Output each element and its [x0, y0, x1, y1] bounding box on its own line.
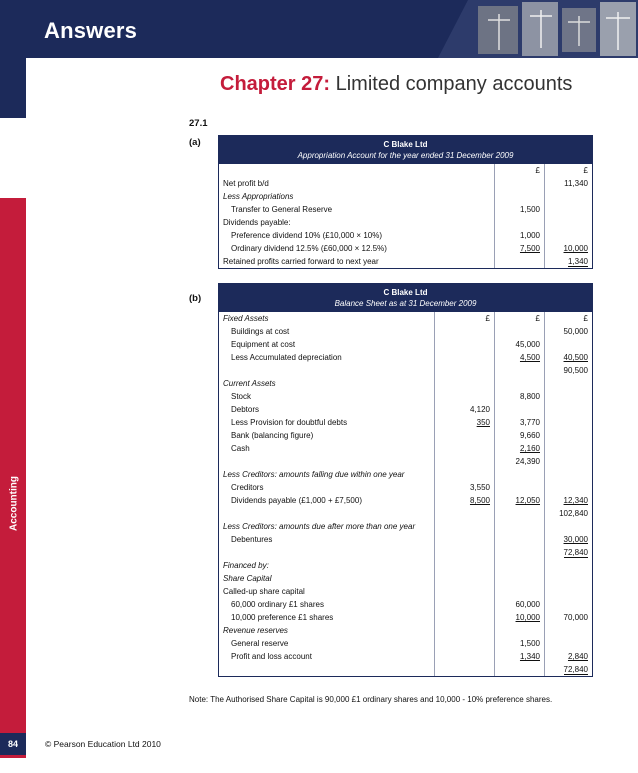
- table-row: Creditors 3,550: [219, 481, 592, 494]
- table-row: Ordinary dividend 12.5% (£60,000 × 12.5%) 7,500 10,000: [219, 242, 592, 255]
- company-name: C Blake Ltd: [383, 140, 428, 149]
- table-row: 10,000 preference £1 shares 10,000 70,000: [219, 611, 592, 624]
- sidebar-label: Accounting: [8, 476, 20, 531]
- table-row: Bank (balancing figure) 9,660: [219, 429, 592, 442]
- table-row: Profit and loss account 1,340 2,840: [219, 650, 592, 663]
- table-row: 102,840: [219, 507, 592, 520]
- sidebar-accent: [0, 58, 26, 118]
- account-subtitle: Appropriation Account for the year ended 31 December 2009: [297, 151, 514, 160]
- part-b-label: (b): [189, 293, 202, 304]
- table-row: Cash 2,160: [219, 442, 592, 455]
- col-header: £: [544, 164, 592, 177]
- table-row: Retained profits carried forward to next year 1,340: [219, 255, 592, 268]
- table-row: Fixed Assets £ £ £: [219, 312, 592, 325]
- appropriation-header: [219, 136, 592, 164]
- table-row: 72,840: [219, 546, 592, 559]
- balance-sheet-header: [219, 284, 592, 312]
- company-name: C Blake Ltd: [383, 288, 428, 297]
- table-row: Dividends payable (£1,000 + £7,500) 8,500 12,050 12,340: [219, 494, 592, 507]
- header-bar: [0, 0, 638, 58]
- table-row: Less Provision for doubtful debts 350 3,770: [219, 416, 592, 429]
- table-row: 72,840: [219, 663, 592, 676]
- appropriation-account: [218, 135, 593, 269]
- table-row: Debentures 30,000: [219, 533, 592, 546]
- chapter-number: Chapter 27:: [220, 73, 331, 95]
- table-row: Current Assets: [219, 377, 592, 390]
- sidebar: [0, 58, 26, 773]
- table-row: Net profit b/d 11,340: [219, 177, 592, 190]
- table-row: Less Creditors: amounts falling due within one year: [219, 468, 592, 481]
- note-text: Note: The Authorised Share Capital is 90,000 £1 ordinary shares and 10,000 - 10% preference shares.: [189, 695, 553, 704]
- balance-sheet-subtitle: Balance Sheet as at 31 December 2009: [334, 299, 477, 308]
- table-row: Financed by:: [219, 559, 592, 572]
- table-row: General reserve 1,500: [219, 637, 592, 650]
- table-row: Less Accumulated depreciation 4,500 40,500: [219, 351, 592, 364]
- table-row: Less Creditors: amounts due after more than one year: [219, 520, 592, 533]
- balance-sheet: [218, 283, 593, 677]
- table-row: 60,000 ordinary £1 shares 60,000: [219, 598, 592, 611]
- table-row: Buildings at cost 50,000: [219, 325, 592, 338]
- table-row: Called-up share capital: [219, 585, 592, 598]
- copyright: © Pearson Education Ltd 2010: [45, 739, 161, 749]
- page-number: 84: [0, 733, 26, 755]
- chapter-title: [220, 73, 572, 96]
- table-row: Stock 8,800: [219, 390, 592, 403]
- table-row: Equipment at cost 45,000: [219, 338, 592, 351]
- table-row: Dividends payable:: [219, 216, 592, 229]
- part-a-label: (a): [189, 137, 201, 148]
- table-row: 90,500: [219, 364, 592, 377]
- table-row: Share Capital: [219, 572, 592, 585]
- table-row: Preference dividend 10% (£10,000 × 10%) 1,000: [219, 229, 592, 242]
- table-row: Debtors 4,120: [219, 403, 592, 416]
- table-row: Transfer to General Reserve 1,500: [219, 203, 592, 216]
- chapter-name: Limited company accounts: [335, 73, 573, 95]
- scales-photo-strip: [438, 0, 638, 58]
- table-row: Revenue reserves: [219, 624, 592, 637]
- col-header: £: [494, 164, 544, 177]
- table-row: Less Appropriations: [219, 190, 592, 203]
- header-title: Answers: [44, 18, 138, 43]
- table-row: 24,390: [219, 455, 592, 468]
- question-number: 27.1: [189, 118, 208, 129]
